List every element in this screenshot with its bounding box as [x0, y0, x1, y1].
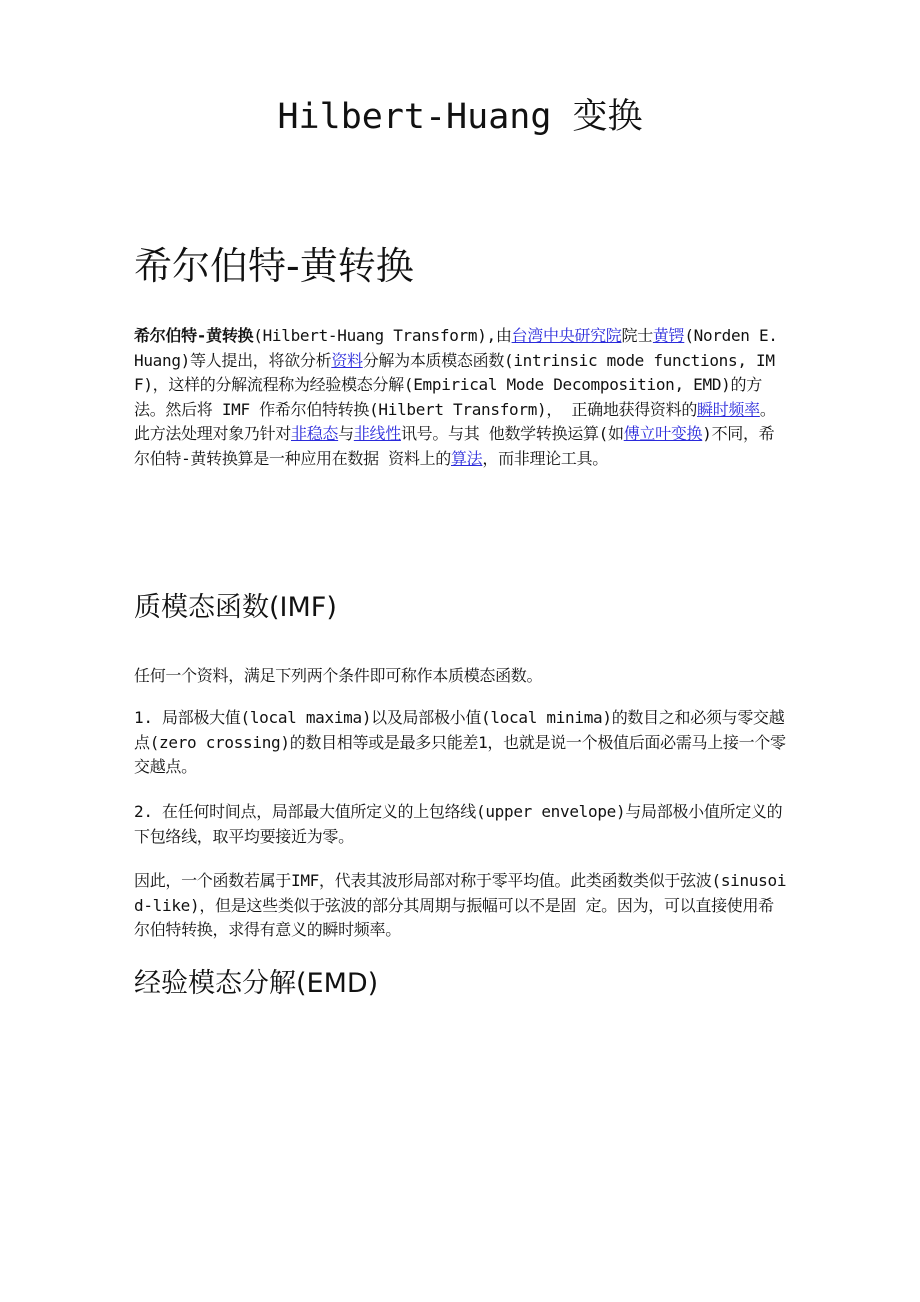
text: 。此方法处理对象乃针对 [134, 399, 776, 443]
text: 讯号。与其 他数学转换运算(如 [400, 424, 624, 443]
link-norden-huang[interactable]: 黄锷 [652, 326, 685, 345]
link-algorithm[interactable]: 算法 [450, 448, 483, 468]
text: 院士 [621, 326, 653, 345]
text: ，而非理论工具。 [482, 448, 608, 468]
term-hht: 希尔伯特-黄转换 [134, 326, 254, 345]
link-nonstationary[interactable]: 非稳态 [291, 424, 339, 443]
link-nonlinear[interactable]: 非线性 [353, 424, 401, 443]
imf-condition-1: 1. 局部极大值(local maxima)以及局部极小值(local minima)的数目之和必须与零交越点(zero crossing)的数目相等或是最多只能差1，也就是说一个极值后面必需马上接一个零交越点。 [134, 708, 786, 776]
text: 分解为本质模态函数(intrinsic mode functions, IMF)，这样的分解流程称为经验模态分解(Empirical Mode Decomposition, EMD)的方法。然后将 IMF 作希尔伯特转换(Hilbert Transform)， 正确地获得资料的 [134, 350, 775, 419]
imf-condition-2: 2. 在任何时间点，局部最大值所定义的上包络线(upper envelope)与局部极小值所定义的下包络线，取平均要接近为零。 [134, 802, 783, 846]
link-instantaneous-frequency[interactable]: 瞬时频率 [697, 399, 760, 419]
imf-conclusion: 因此，一个函数若属于IMF，代表其波形局部对称于零平均值。此类函数类似于弦波(sinusoid-like)，但是这些类似于弦波的部分其周期与振幅可以不是固 定。因为，可以直接使用希尔伯特转换，求得有意义的瞬时频率。 [134, 871, 787, 939]
text: 与 [338, 424, 354, 443]
imf-intro: 任何一个资料，满足下列两个条件即可称作本质模态函数。 [134, 666, 543, 685]
text: (Norden E. Huang)等人提出，将欲分析 [134, 326, 778, 370]
section-heading-emd: 经验模态分解(EMD) [134, 968, 379, 999]
text: (Hilbert-Huang Transform),由 [253, 326, 512, 345]
section-heading-imf: 质模态函数(IMF) [134, 592, 337, 623]
section-heading-hht: 希尔伯特-黄转换 [134, 244, 414, 288]
intro-paragraph [134, 324, 788, 471]
text: )不同，希尔伯特-黄转换算是一种应用在数据 资料上的 [134, 424, 775, 468]
link-academia-sinica[interactable]: 台湾中央研究院 [511, 326, 622, 345]
link-data[interactable]: 资料 [331, 350, 363, 370]
document-title: Hilbert-Huang 变换 [277, 97, 643, 137]
link-fourier-transform[interactable]: 傅立叶变换 [623, 424, 703, 443]
